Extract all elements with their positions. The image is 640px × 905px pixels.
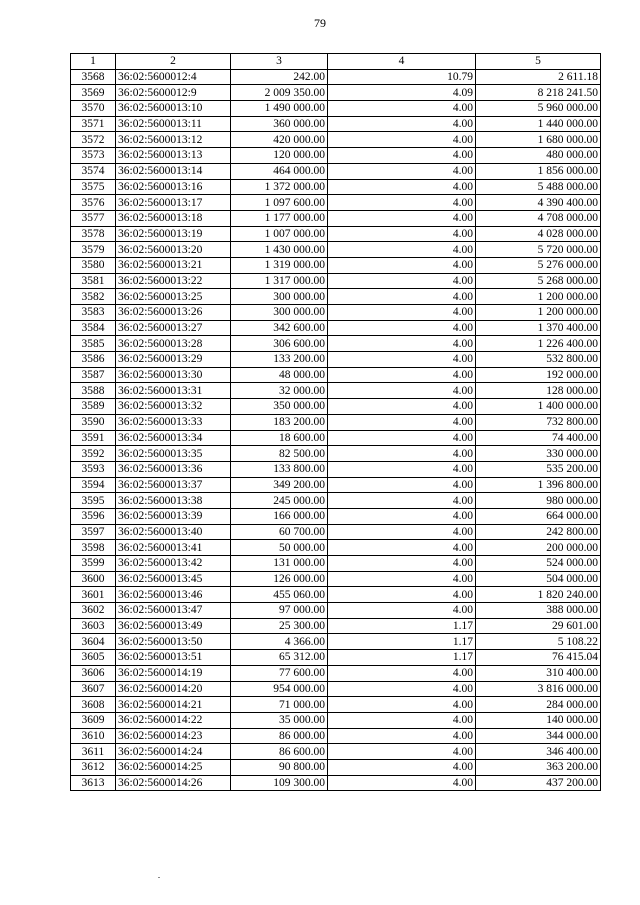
row-number-cell: 3606 [71,665,116,681]
row-number-cell: 3588 [71,383,116,399]
total-cell: 480 000.00 [476,148,601,164]
rate-cell: 4.00 [328,163,476,179]
row-number-cell: 3579 [71,242,116,258]
table-row [71,508,601,524]
rate-cell: 4.00 [328,587,476,603]
total-cell: 192 000.00 [476,367,601,383]
rate-cell: 4.00 [328,179,476,195]
table-row [71,352,601,368]
row-number-cell: 3581 [71,273,116,289]
cadastral-number-cell: 36:02:5600013:10 [116,101,231,117]
rate-cell: 4.00 [328,257,476,273]
row-number-cell: 3585 [71,336,116,352]
rate-cell: 4.00 [328,352,476,368]
cadastral-table [70,53,601,791]
row-number-cell: 3576 [71,195,116,211]
table-row [71,210,601,226]
total-cell: 344 000.00 [476,728,601,744]
rate-cell: 4.09 [328,85,476,101]
value-cell: 133 800.00 [231,461,328,477]
rate-cell: 4.00 [328,697,476,713]
table-row [71,305,601,321]
value-cell: 420 000.00 [231,132,328,148]
table-row [71,414,601,430]
total-cell: 310 400.00 [476,665,601,681]
column-header-4: 4 [328,54,476,70]
table-row [71,540,601,556]
table-row [71,603,601,619]
rate-cell: 4.00 [328,540,476,556]
table-row [71,759,601,775]
rate-cell: 4.00 [328,289,476,305]
total-cell: 437 200.00 [476,775,601,791]
rate-cell: 4.00 [328,524,476,540]
cadastral-number-cell: 36:02:5600013:21 [116,257,231,273]
cadastral-number-cell: 36:02:5600014:20 [116,681,231,697]
value-cell: 90 800.00 [231,759,328,775]
row-number-cell: 3573 [71,148,116,164]
value-cell: 97 000.00 [231,603,328,619]
rate-cell: 4.00 [328,461,476,477]
value-cell: 455 060.00 [231,587,328,603]
cadastral-number-cell: 36:02:5600013:19 [116,226,231,242]
value-cell: 71 000.00 [231,697,328,713]
value-cell: 300 000.00 [231,305,328,321]
total-cell: 76 415.04 [476,650,601,666]
value-cell: 82 500.00 [231,446,328,462]
table-row [71,712,601,728]
rate-cell: 4.00 [328,446,476,462]
row-number-cell: 3609 [71,712,116,728]
row-number-cell: 3572 [71,132,116,148]
rate-cell: 4.00 [328,399,476,415]
total-cell: 74 400.00 [476,430,601,446]
value-cell: 86 000.00 [231,728,328,744]
value-cell: 1 319 000.00 [231,257,328,273]
table-row [71,587,601,603]
table-row [71,69,601,85]
page-number: 79 [314,16,326,30]
table-row [71,477,601,493]
value-cell: 1 177 000.00 [231,210,328,226]
cadastral-number-cell: 36:02:5600013:50 [116,634,231,650]
value-cell: 360 000.00 [231,116,328,132]
row-number-cell: 3598 [71,540,116,556]
table-row [71,132,601,148]
row-number-cell: 3583 [71,305,116,321]
value-cell: 25 300.00 [231,618,328,634]
cadastral-number-cell: 36:02:5600013:30 [116,367,231,383]
row-number-cell: 3607 [71,681,116,697]
cadastral-number-cell: 36:02:5600014:25 [116,759,231,775]
cadastral-number-cell: 36:02:5600013:32 [116,399,231,415]
total-cell: 2 611.18 [476,69,601,85]
row-number-cell: 3596 [71,508,116,524]
table-row [71,226,601,242]
rate-cell: 1.17 [328,634,476,650]
value-cell: 2 009 350.00 [231,85,328,101]
rate-cell: 4.00 [328,508,476,524]
table-row [71,556,601,572]
total-cell: 140 000.00 [476,712,601,728]
rate-cell: 4.00 [328,116,476,132]
total-cell: 5 488 000.00 [476,179,601,195]
row-number-cell: 3599 [71,556,116,572]
row-number-cell: 3580 [71,257,116,273]
row-number-cell: 3601 [71,587,116,603]
table-row [71,383,601,399]
cadastral-number-cell: 36:02:5600013:37 [116,477,231,493]
total-cell: 284 000.00 [476,697,601,713]
cadastral-number-cell: 36:02:5600013:27 [116,320,231,336]
rate-cell: 4.00 [328,759,476,775]
total-cell: 1 226 400.00 [476,336,601,352]
value-cell: 120 000.00 [231,148,328,164]
value-cell: 131 000.00 [231,556,328,572]
cadastral-number-cell: 36:02:5600013:41 [116,540,231,556]
table-row [71,571,601,587]
cadastral-number-cell: 36:02:5600013:25 [116,289,231,305]
value-cell: 126 000.00 [231,571,328,587]
table-row [71,681,601,697]
value-cell: 1 317 000.00 [231,273,328,289]
table-row [71,775,601,791]
table-row [71,116,601,132]
rate-cell: 4.00 [328,273,476,289]
cadastral-number-cell: 36:02:5600013:26 [116,305,231,321]
cadastral-number-cell: 36:02:5600014:19 [116,665,231,681]
cadastral-number-cell: 36:02:5600012:9 [116,85,231,101]
cadastral-number-cell: 36:02:5600014:24 [116,744,231,760]
row-number-cell: 3589 [71,399,116,415]
cadastral-number-cell: 36:02:5600013:13 [116,148,231,164]
table-row [71,430,601,446]
total-cell: 330 000.00 [476,446,601,462]
value-cell: 86 600.00 [231,744,328,760]
cadastral-number-cell: 36:02:5600013:31 [116,383,231,399]
row-number-cell: 3569 [71,85,116,101]
row-number-cell: 3574 [71,163,116,179]
value-cell: 1 372 000.00 [231,179,328,195]
rate-cell: 4.00 [328,744,476,760]
row-number-cell: 3577 [71,210,116,226]
row-number-cell: 3590 [71,414,116,430]
table-row [71,257,601,273]
total-cell: 5 108.22 [476,634,601,650]
value-cell: 1 007 000.00 [231,226,328,242]
table-row [71,101,601,117]
rate-cell: 4.00 [328,210,476,226]
row-number-cell: 3570 [71,101,116,117]
row-number-cell: 3586 [71,352,116,368]
total-cell: 29 601.00 [476,618,601,634]
rate-cell: 4.00 [328,101,476,117]
cadastral-number-cell: 36:02:5600012:4 [116,69,231,85]
rate-cell: 4.00 [328,430,476,446]
rate-cell: 4.00 [328,305,476,321]
rate-cell: 4.00 [328,477,476,493]
row-number-cell: 3602 [71,603,116,619]
column-header-5: 5 [476,54,601,70]
row-number-cell: 3603 [71,618,116,634]
cadastral-number-cell: 36:02:5600013:45 [116,571,231,587]
cadastral-number-cell: 36:02:5600013:36 [116,461,231,477]
cadastral-number-cell: 36:02:5600013:11 [116,116,231,132]
total-cell: 524 000.00 [476,556,601,572]
cadastral-number-cell: 36:02:5600013:40 [116,524,231,540]
rate-cell: 4.00 [328,336,476,352]
total-cell: 1 200 000.00 [476,305,601,321]
value-cell: 32 000.00 [231,383,328,399]
total-cell: 3 816 000.00 [476,681,601,697]
column-header-3: 3 [231,54,328,70]
total-cell: 5 268 000.00 [476,273,601,289]
row-number-cell: 3600 [71,571,116,587]
cadastral-number-cell: 36:02:5600013:12 [116,132,231,148]
rate-cell: 4.00 [328,367,476,383]
total-cell: 1 680 000.00 [476,132,601,148]
rate-cell: 4.00 [328,414,476,430]
total-cell: 242 800.00 [476,524,601,540]
total-cell: 532 800.00 [476,352,601,368]
value-cell: 245 000.00 [231,493,328,509]
total-cell: 8 218 241.50 [476,85,601,101]
total-cell: 732 800.00 [476,414,601,430]
cadastral-number-cell: 36:02:5600013:22 [116,273,231,289]
row-number-cell: 3582 [71,289,116,305]
column-header-1: 1 [71,54,116,70]
cadastral-number-cell: 36:02:5600013:35 [116,446,231,462]
rate-cell: 1.17 [328,618,476,634]
table-row [71,273,601,289]
row-number-cell: 3611 [71,744,116,760]
column-header-2: 2 [116,54,231,70]
rate-cell: 4.00 [328,383,476,399]
total-cell: 535 200.00 [476,461,601,477]
cadastral-number-cell: 36:02:5600013:46 [116,587,231,603]
value-cell: 60 700.00 [231,524,328,540]
value-cell: 464 000.00 [231,163,328,179]
value-cell: 35 000.00 [231,712,328,728]
value-cell: 1 490 000.00 [231,101,328,117]
value-cell: 109 300.00 [231,775,328,791]
rate-cell: 4.00 [328,556,476,572]
cadastral-number-cell: 36:02:5600013:51 [116,650,231,666]
table-row [71,697,601,713]
row-number-cell: 3594 [71,477,116,493]
total-cell: 388 000.00 [476,603,601,619]
cadastral-number-cell: 36:02:5600013:38 [116,493,231,509]
rate-cell: 4.00 [328,132,476,148]
cadastral-number-cell: 36:02:5600013:18 [116,210,231,226]
table-row [71,320,601,336]
table-row [71,289,601,305]
total-cell: 980 000.00 [476,493,601,509]
cadastral-number-cell: 36:02:5600013:33 [116,414,231,430]
total-cell: 1 200 000.00 [476,289,601,305]
row-number-cell: 3610 [71,728,116,744]
value-cell: 133 200.00 [231,352,328,368]
total-cell: 4 390 400.00 [476,195,601,211]
row-number-cell: 3575 [71,179,116,195]
total-cell: 504 000.00 [476,571,601,587]
table-row [71,179,601,195]
value-cell: 1 097 600.00 [231,195,328,211]
total-cell: 1 370 400.00 [476,320,601,336]
row-number-cell: 3584 [71,320,116,336]
row-number-cell: 3568 [71,69,116,85]
cadastral-number-cell: 36:02:5600013:42 [116,556,231,572]
table-row [71,85,601,101]
value-cell: 18 600.00 [231,430,328,446]
cadastral-number-cell: 36:02:5600014:21 [116,697,231,713]
header-row [71,54,601,70]
total-cell: 1 820 240.00 [476,587,601,603]
cadastral-number-cell: 36:02:5600013:29 [116,352,231,368]
value-cell: 183 200.00 [231,414,328,430]
total-cell: 1 440 000.00 [476,116,601,132]
rate-cell: 1.17 [328,650,476,666]
table-row [71,618,601,634]
table-row [71,524,601,540]
value-cell: 350 000.00 [231,399,328,415]
rate-cell: 4.00 [328,242,476,258]
value-cell: 300 000.00 [231,289,328,305]
cadastral-number-cell: 36:02:5600013:16 [116,179,231,195]
rate-cell: 4.00 [328,571,476,587]
table-row [71,634,601,650]
total-cell: 363 200.00 [476,759,601,775]
cadastral-number-cell: 36:02:5600013:47 [116,603,231,619]
value-cell: 242.00 [231,69,328,85]
value-cell: 65 312.00 [231,650,328,666]
rate-cell: 4.00 [328,226,476,242]
value-cell: 50 000.00 [231,540,328,556]
row-number-cell: 3592 [71,446,116,462]
cadastral-number-cell: 36:02:5600013:39 [116,508,231,524]
table-row [71,367,601,383]
rate-cell: 4.00 [328,148,476,164]
value-cell: 306 600.00 [231,336,328,352]
cadastral-number-cell: 36:02:5600014:23 [116,728,231,744]
value-cell: 342 600.00 [231,320,328,336]
row-number-cell: 3605 [71,650,116,666]
total-cell: 1 396 800.00 [476,477,601,493]
table-row [71,336,601,352]
rate-cell: 4.00 [328,195,476,211]
table-row [71,665,601,681]
table-row [71,148,601,164]
rate-cell: 4.00 [328,681,476,697]
cadastral-number-cell: 36:02:5600013:34 [116,430,231,446]
row-number-cell: 3591 [71,430,116,446]
rate-cell: 10.79 [328,69,476,85]
table-row [71,744,601,760]
rate-cell: 4.00 [328,728,476,744]
value-cell: 77 600.00 [231,665,328,681]
table-row [71,728,601,744]
row-number-cell: 3612 [71,759,116,775]
total-cell: 5 720 000.00 [476,242,601,258]
table-row [71,242,601,258]
total-cell: 4 708 000.00 [476,210,601,226]
rate-cell: 4.00 [328,493,476,509]
rate-cell: 4.00 [328,712,476,728]
table-row [71,650,601,666]
value-cell: 48 000.00 [231,367,328,383]
value-cell: 349 200.00 [231,477,328,493]
row-number-cell: 3571 [71,116,116,132]
cadastral-number-cell: 36:02:5600013:20 [116,242,231,258]
cadastral-number-cell: 36:02:5600014:22 [116,712,231,728]
total-cell: 128 000.00 [476,383,601,399]
rate-cell: 4.00 [328,320,476,336]
total-cell: 1 856 000.00 [476,163,601,179]
row-number-cell: 3587 [71,367,116,383]
cadastral-number-cell: 36:02:5600013:14 [116,163,231,179]
rate-cell: 4.00 [328,603,476,619]
total-cell: 200 000.00 [476,540,601,556]
table-row [71,163,601,179]
total-cell: 346 400.00 [476,744,601,760]
total-cell: 5 276 000.00 [476,257,601,273]
cadastral-number-cell: 36:02:5600013:28 [116,336,231,352]
total-cell: 4 028 000.00 [476,226,601,242]
cadastral-number-cell: 36:02:5600013:49 [116,618,231,634]
scan-mark [158,877,160,878]
row-number-cell: 3578 [71,226,116,242]
table-row [71,493,601,509]
row-number-cell: 3597 [71,524,116,540]
table-row [71,399,601,415]
table-body [71,69,601,791]
value-cell: 4 366.00 [231,634,328,650]
rate-cell: 4.00 [328,775,476,791]
row-number-cell: 3595 [71,493,116,509]
rate-cell: 4.00 [328,665,476,681]
value-cell: 954 000.00 [231,681,328,697]
table-row [71,446,601,462]
total-cell: 5 960 000.00 [476,101,601,117]
table-row [71,195,601,211]
value-cell: 1 430 000.00 [231,242,328,258]
row-number-cell: 3608 [71,697,116,713]
cadastral-number-cell: 36:02:5600014:26 [116,775,231,791]
row-number-cell: 3593 [71,461,116,477]
row-number-cell: 3604 [71,634,116,650]
table-row [71,461,601,477]
total-cell: 1 400 000.00 [476,399,601,415]
cadastral-number-cell: 36:02:5600013:17 [116,195,231,211]
value-cell: 166 000.00 [231,508,328,524]
total-cell: 664 000.00 [476,508,601,524]
row-number-cell: 3613 [71,775,116,791]
